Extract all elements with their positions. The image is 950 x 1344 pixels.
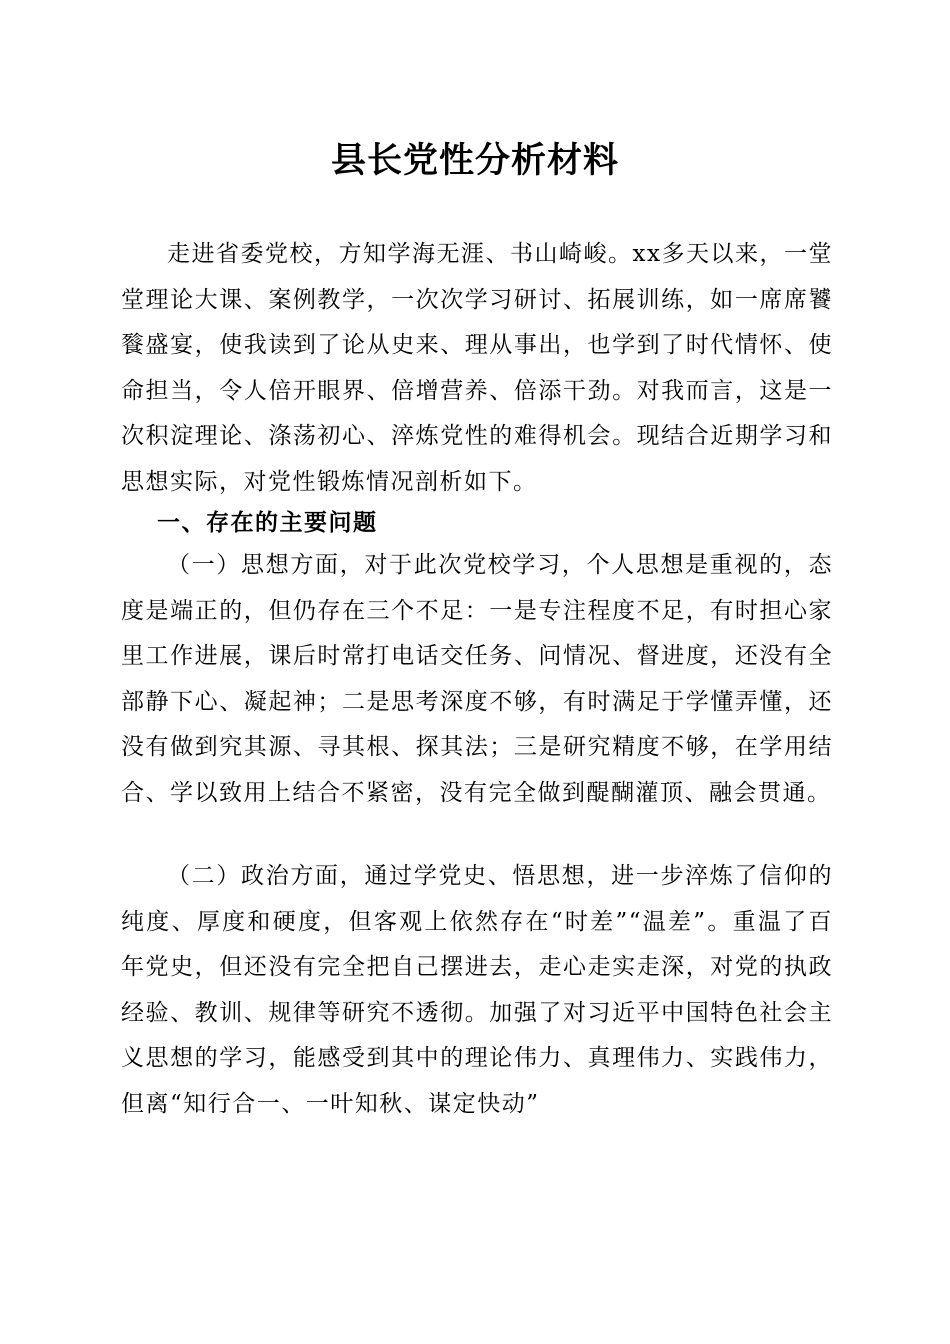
political-aspect-paragraph: （二）政治方面，通过学党史、悟思想，进一步淬炼了信仰的纯度、厚度和硬度，但客观上依然存在“时差”“温差”。重温了百年党史，但还没有完全把自己摆进去，走心走实走深，对党的执政经验、教训、规律等研究不透彻。加强了对习近平中国特色社会主义思想的学习，能感受到其中的理论伟力、真理伟力、实践伟力，但离“知行合一、一叶知秋、谋定快动” <box>121 863 833 1117</box>
document-title: 县长党性分析材料 <box>330 140 619 181</box>
section-heading-problems: 一、存在的主要问题 <box>157 510 378 536</box>
intro-paragraph: 走进省委党校，方知学海无涯、书山崎峻。xx多天以来，一堂堂理论大课、案例教学，一次次学习研讨、拓展训练，如一席席饕餮盛宴，使我读到了论从史来、理从事出，也学到了时代情怀、使命担当，令人倍开眼界、倍增营养、倍添干劲。对我而言，这是一次积淀理论、涤荡初心、淬炼党性的难得机会。现结合近期学习和思想实际，对党性锻炼情况剖析如下。 <box>121 241 833 495</box>
thought-aspect-paragraph: （一）思想方面，对于此次党校学习，个人思想是重视的，态度是端正的，但仍存在三个不足：一是专注程度不足，有时担心家里工作进展，课后时常打电话交任务、问情况、督进度，还没有全部静下心、凝起神；二是思考深度不够，有时满足于学懂弄懂，还没有做到究其源、寻其根、探其法；三是研究精度不够，在学用结合、学以致用上结合不紧密，没有完全做到醍醐灌顶、融会贯通。 <box>121 552 833 806</box>
